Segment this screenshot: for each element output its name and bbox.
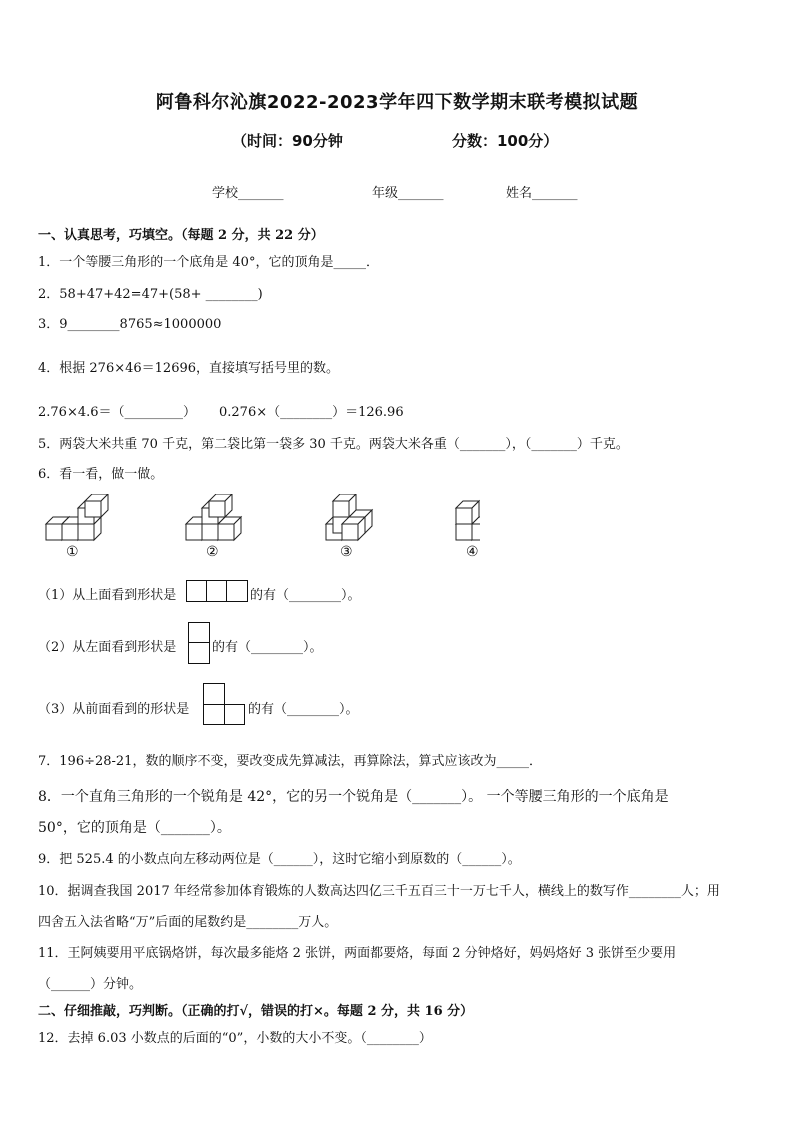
question-8-line-1: 8．一个直角三角形的一个锐角是 42°，它的另一个锐角是（_______）。 一个等腰三角形的一个底角是: [38, 789, 669, 805]
question-6: 6．看一看，做一做。: [38, 467, 164, 482]
grade-field: 年级_______: [372, 186, 444, 201]
question-6-3-prefix: （3）从前面看到的形状是: [38, 702, 190, 717]
figure-1: [46, 494, 108, 540]
question-6-1-prefix: （1）从上面看到形状是: [38, 588, 177, 603]
figure-3: [326, 494, 372, 540]
question-4a: 2.76×4.6＝（_________）: [38, 405, 197, 420]
question-10-line-2: 四舍五入法省略“万”后面的尾数约是________万人。: [38, 915, 338, 930]
question-8-line-2: 50°，它的顶角是（_______）。: [38, 820, 231, 836]
school-field: 学校_______: [212, 186, 284, 201]
question-6-3-suffix: 的有（________）。: [248, 702, 359, 717]
question-7: 7．196÷28-21，数的顺序不变，要改变成先算减法，再算除法，算式应该改为_____．: [38, 754, 542, 769]
name-field: 姓名_______: [506, 186, 578, 201]
question-6-1-suffix: 的有（________）。: [250, 588, 361, 603]
cube-figures: [40, 494, 480, 566]
question-9: 9．把 525.4 的小数点向左移动两位是（______），这时它缩小到原数的（______）。: [38, 852, 521, 867]
figure-1-label: ①: [66, 544, 79, 560]
question-4: 4．根据 276×46＝12696，直接填写括号里的数。: [38, 361, 340, 376]
question-5: 5．两袋大米共重 70 千克，第二袋比第一袋多 30 千克。两袋大米各重（_______），（_______）千克。: [38, 437, 629, 452]
figure-2-label: ②: [206, 544, 219, 560]
question-4b: 0.276×（________）＝126.96: [219, 405, 404, 420]
question-10-line-1: 10．据调查我国 2017 年经常参加体育锻炼的人数高达四亿三千五百三十一万七千人，横线上的数写作________人；用: [38, 884, 720, 899]
question-3: 3．9________8765≈1000000: [38, 317, 222, 332]
question-6-2-suffix: 的有（________）。: [212, 640, 323, 655]
top-view-shape: [186, 580, 248, 602]
figure-2: [186, 494, 241, 540]
exam-time: （时间：90分钟: [232, 132, 343, 150]
figure-4: [456, 501, 480, 540]
section-2-title: 二、仔细推敲，巧判断。（正确的打√，错误的打×。每题 2 分，共 16 分）: [38, 1004, 474, 1019]
front-view-shape: [203, 683, 245, 725]
figure-4-label: ④: [466, 544, 479, 560]
question-12: 12．去掉 6.03 小数点的后面的“0”，小数的大小不变。（________）: [38, 1031, 432, 1046]
question-11-line-2: （______）分钟。: [38, 977, 143, 992]
question-6-2-prefix: （2）从左面看到形状是: [38, 640, 177, 655]
figure-3-label: ③: [340, 544, 353, 560]
exam-score: 分数：100分）: [452, 132, 559, 150]
section-1-title: 一、认真思考，巧填空。（每题 2 分，共 22 分）: [38, 228, 324, 243]
left-view-shape: [188, 622, 210, 664]
question-1: 1．一个等腰三角形的一个底角是 40°，它的顶角是_____．: [38, 255, 379, 270]
question-11-line-1: 11．王阿姨要用平底锅烙饼，每次最多能烙 2 张饼，两面都要烙，每面 2 分钟烙好，妈妈烙好 3 张饼至少要用: [38, 946, 677, 961]
question-2: 2．58+47+42=47+(58+ ________): [38, 287, 263, 302]
page-title: 阿鲁科尔沁旗2022-2023学年四下数学期末联考模拟试题: [155, 92, 639, 113]
